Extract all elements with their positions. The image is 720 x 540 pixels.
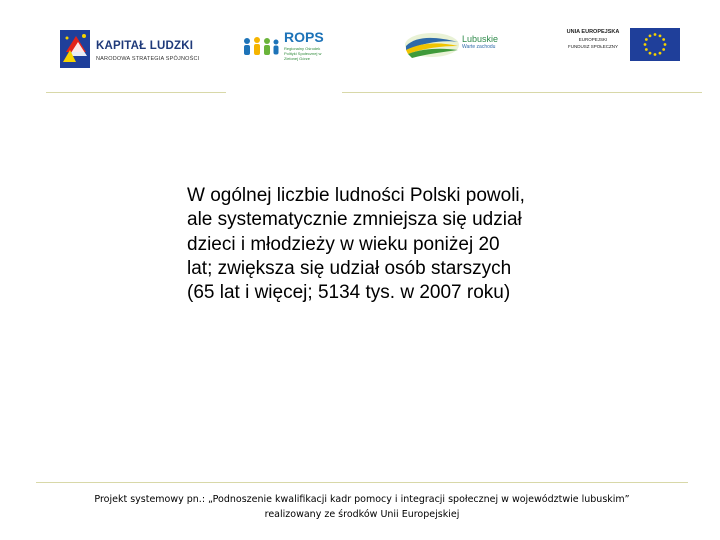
rops-title: ROPS [284, 29, 324, 45]
kapital-ludzki-subtitle: NARODOWA STRATEGIA SPÓJNOŚCI [96, 56, 200, 62]
rops-logo [242, 27, 332, 69]
kapital-ludzki-emblem-icon [58, 26, 94, 72]
eu-fund-line2: FUNDUSZ SPOŁECZNY [567, 44, 618, 49]
lubuskie-subtitle: Warte zachodu [462, 44, 496, 50]
eu-star [659, 34, 662, 37]
eu-star [649, 52, 652, 55]
rops-subtitle: Regionalny Ośrodek Polityki Społecznej w Zielonej Górze [284, 46, 322, 61]
footer-project-line: Projekt systemowy pn.: „Podnoszenie kwalifikacji kadr pomocy i integracji społecznej w województwie lubuskim” [94, 494, 630, 505]
footer [40, 492, 684, 522]
header-divider-right [342, 92, 702, 93]
lubuskie-waves-icon [404, 30, 460, 60]
header-divider-left [46, 92, 226, 93]
kapital-ludzki-title: KAPITAŁ LUDZKI [96, 40, 194, 52]
eu-fund-logo [558, 27, 682, 63]
eu-star [649, 34, 652, 37]
footer-divider [36, 482, 688, 483]
eu-text-block [558, 29, 628, 50]
lubuskie-logo [404, 28, 514, 62]
eu-star [654, 53, 657, 56]
eu-star [662, 48, 665, 51]
lubuskie-title: Lubuskie [462, 34, 499, 44]
slide-body-text: W ogólnej liczbie ludności Polski powoli, ale systematycznie zmniejsza się udział dzieci i młodzieży w wieku poniżej 20 lat; zwiększa się udział osób starszych (65 lat i więcej; 5134 tys. w 2007 roku) [187, 185, 525, 304]
eu-star [654, 33, 657, 36]
people-figures-icon [242, 35, 282, 59]
eu-star [645, 38, 648, 41]
footer-funding-line: realizowany ze środków Unii Europejskiej [264, 509, 460, 520]
eu-star [659, 52, 662, 55]
eu-name: UNIA EUROPEJSKA [566, 29, 620, 35]
kapital-ludzki-logo [58, 26, 198, 72]
eu-star [662, 38, 665, 41]
eu-star [644, 43, 647, 46]
eu-star [664, 43, 667, 46]
eu-star [645, 48, 648, 51]
eu-flag-icon [630, 28, 680, 61]
eu-fund-line1: EUROPEJSKI [578, 37, 608, 42]
